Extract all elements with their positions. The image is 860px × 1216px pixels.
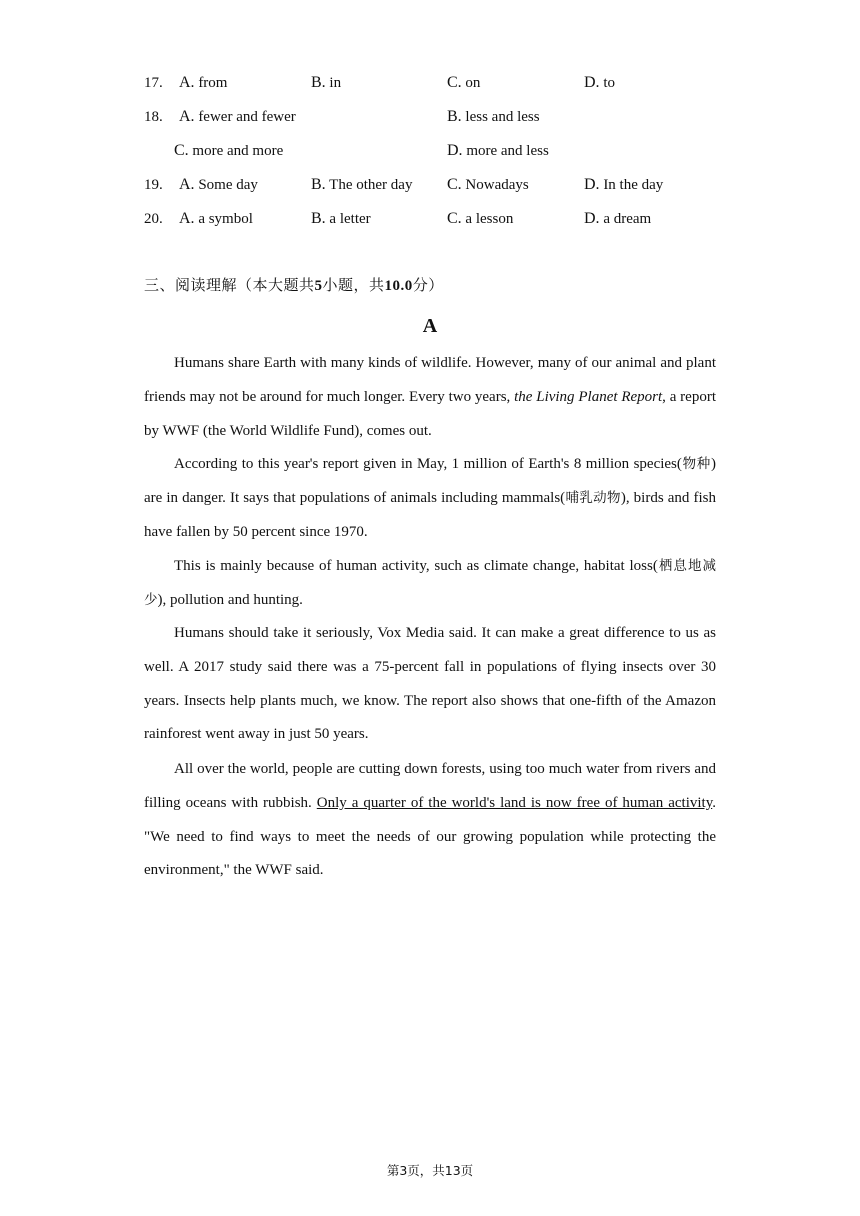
paragraph-1: Humans share Earth with many kinds of wildlife. However, many of our animal and plant friends may not be around for much longer. Every two years, the Living Planet Report, a report by WWF (the World Wildlife Fund), comes out. [144, 355, 716, 439]
option-d: D. In the day [584, 176, 664, 193]
underlined-sentence: Only a quarter of the world's land is now free of human activity [316, 794, 713, 811]
option-a: A. Some day [179, 176, 258, 193]
paragraph-4: Humans should take it seriously, Vox Media said. It can make a great difference to us as well. A 2017 study said there was a 75-percent fall in populations of flying insects over 30 years. Insects help plants much, we know. The report also shows that one-fifth of the Amazon rainforest went away in just 50 years. [144, 625, 716, 743]
option-a: A. from [179, 74, 228, 91]
paragraph-2: According to this year's report given in May, 1 million of Earth's 8 million species(物种) are in danger. It says that populations of animals including mammals(哺乳动物), birds and fish have fallen by 50 percent since 1970. [144, 456, 716, 540]
option-b: B. in [311, 74, 342, 91]
question-number: 17. [144, 75, 163, 91]
option-a: A. a symbol [179, 210, 253, 227]
passage-title: A [422, 315, 438, 337]
option-d: D. a dream [584, 210, 652, 227]
option-b: B. a letter [311, 210, 371, 227]
option-a: A. fewer and fewer [179, 108, 296, 125]
option-c: C. a lesson [447, 210, 514, 227]
option-d: D. more and less [447, 142, 549, 159]
question-number: 19. [144, 177, 163, 193]
option-d: D. to [584, 74, 615, 91]
option-c: C. on [447, 74, 481, 91]
option-b: B. The other day [311, 176, 413, 193]
page-footer: 第3页，共13页 [386, 1163, 474, 1178]
paragraph-5: All over the world, people are cutting down forests, using too much water from rivers and filling oceans with rubbish. Only a quarter of the world's land is now free of human activity. "We need to find ways to meet the needs of our growing population while protecting the environment," the WWF said. [144, 761, 716, 879]
paragraph-3: This is mainly because of human activity, such as climate change, habitat loss(栖息地减少), pollution and hunting. [144, 558, 716, 608]
option-b: B. less and less [447, 108, 540, 125]
option-c: C. Nowadays [447, 176, 529, 193]
section-heading: 三、阅读理解（本大题共5小题，共10.0分） [144, 276, 444, 294]
question-number: 18. [144, 109, 163, 125]
question-number: 20. [144, 211, 163, 227]
option-c: C. more and more [174, 142, 284, 159]
